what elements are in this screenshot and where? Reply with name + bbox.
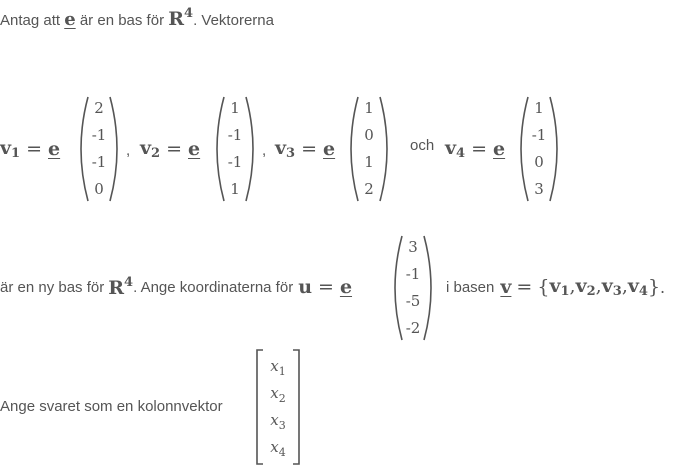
vector-entry: -1 [531, 126, 547, 144]
vector-entry: 0 [94, 180, 104, 198]
vector-entry: -1 [227, 153, 243, 171]
question-space-base: R [108, 277, 125, 299]
question-line [0, 272, 352, 302]
vector-definition-1 [0, 134, 60, 164]
basis-symbol: e [48, 138, 61, 160]
set-member-index: 3 [612, 284, 622, 299]
vector-entry: 3 [408, 238, 418, 256]
u-column-vector [390, 233, 436, 343]
vector-name: v [140, 137, 152, 159]
basis-symbol: e [493, 138, 506, 160]
answer-entry-name: x [270, 411, 279, 429]
equals-sign: = [26, 138, 43, 160]
vector-entry: 3 [534, 180, 544, 198]
vector-entry: -2 [405, 319, 421, 337]
equals-sign: = [166, 138, 183, 160]
set-close-brace: } [647, 276, 661, 298]
question-middle: . Ange koordinaterna för [133, 278, 294, 296]
vector-name: v [275, 137, 287, 159]
set-comma: , [621, 275, 628, 297]
answer-column-vector [254, 348, 302, 466]
set-member-name: v [549, 275, 561, 297]
vector-entry: 1 [230, 99, 240, 117]
set-member [602, 275, 622, 299]
set-member-index: 4 [638, 284, 648, 299]
set-member-name: v [627, 275, 639, 297]
answer-entry-index: 3 [278, 419, 286, 432]
set-member-name: v [601, 275, 613, 297]
u-vector-entries [390, 233, 436, 342]
answer-entry [270, 380, 285, 407]
intro-prefix: Antag att [0, 12, 61, 29]
set-member [576, 275, 596, 299]
equals-sign: = [301, 138, 318, 160]
answer-label: Ange svaret som en kolonnvektor [0, 398, 223, 415]
vector-entry: 1 [364, 99, 374, 117]
set-member-name: v [575, 275, 587, 297]
vector-separator: och [410, 137, 435, 154]
column-vector-1-entries [76, 94, 122, 203]
question-space [108, 275, 133, 299]
intro-line [0, 6, 274, 30]
vector-entry: 2 [364, 180, 374, 198]
vector-index: 1 [11, 146, 21, 161]
vector-index: 4 [456, 146, 466, 161]
basis-symbol: e [323, 138, 336, 160]
answer-entry-name: x [270, 438, 279, 456]
set-member-index: 1 [560, 284, 570, 299]
vector-separator: , [126, 142, 131, 159]
space-exp: 4 [184, 6, 194, 21]
intro-middle: är en bas för [79, 12, 165, 29]
set-member [549, 275, 569, 299]
vector-symbol [0, 137, 20, 161]
vector-entry: -5 [405, 292, 421, 310]
column-vector-3 [346, 94, 392, 204]
space-r4 [168, 8, 193, 30]
answer-entry-index: 1 [278, 365, 286, 378]
set-members [549, 275, 648, 299]
intro-suffix: . Vektorerna [193, 12, 274, 29]
vector-entry: -1 [91, 126, 107, 144]
column-vector-2 [212, 94, 258, 204]
answer-entry [270, 407, 285, 434]
vector-entry: 1 [364, 153, 374, 171]
vector-entry: -1 [91, 153, 107, 171]
answer-entry-name: x [270, 384, 279, 402]
column-vector-2-entries [212, 94, 258, 203]
question-prefix: är en ny bas för [0, 278, 105, 296]
set-member-index: 2 [586, 284, 596, 299]
set-comma: , [569, 275, 576, 297]
answer-entries [254, 348, 302, 461]
vector-entry: 0 [534, 153, 544, 171]
answer-entry [270, 353, 285, 380]
column-vector-4-entries [516, 94, 562, 203]
basis-set-line [446, 272, 665, 302]
set-comma: , [595, 275, 602, 297]
column-vector-4 [516, 94, 562, 204]
column-vector-3-entries [346, 94, 392, 203]
vector-entry: 0 [364, 126, 374, 144]
u-symbol: u [298, 276, 313, 298]
basis-symbol: e [188, 138, 201, 160]
answer-entry-name: x [270, 357, 279, 375]
answer-entry [270, 434, 285, 461]
vector-name: v [445, 137, 457, 159]
vector-definition-2 [140, 134, 200, 164]
in-basis-text: i basen [446, 278, 495, 296]
set-open-brace: { [537, 276, 550, 298]
vector-index: 3 [286, 146, 296, 161]
equals-sign-2: = [516, 276, 533, 298]
vector-symbol [275, 137, 295, 161]
vector-definition-4 [445, 134, 505, 164]
equals-sign: = [318, 276, 334, 298]
space-base: R [168, 8, 185, 30]
vector-entry: -1 [227, 126, 243, 144]
answer-entry-index: 4 [278, 446, 286, 459]
vector-name: v [0, 137, 12, 159]
vector-entry: 1 [534, 99, 544, 117]
column-vector-1 [76, 94, 122, 204]
set-member [628, 275, 648, 299]
vector-separator: , [262, 142, 267, 159]
u-basis-symbol: e [339, 276, 353, 298]
question-end: . [660, 277, 666, 297]
vector-symbol [140, 137, 160, 161]
equals-sign: = [471, 138, 488, 160]
new-basis-symbol: v [500, 276, 512, 298]
answer-entry-index: 2 [278, 392, 286, 405]
question-space-exp: 4 [124, 275, 134, 290]
basis-e-symbol: e [64, 9, 76, 30]
vector-symbol [445, 137, 465, 161]
vector-definition-3 [275, 134, 335, 164]
vector-entry: 1 [230, 180, 240, 198]
vector-index: 2 [151, 146, 161, 161]
vector-entry: -1 [405, 265, 421, 283]
vector-entry: 2 [94, 99, 104, 117]
